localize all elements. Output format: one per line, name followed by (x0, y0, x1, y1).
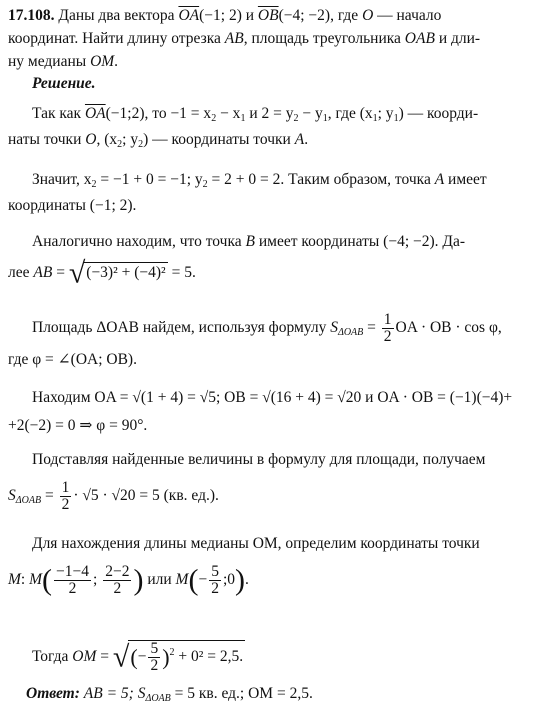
denominator: 2 (61, 496, 70, 513)
problem-text: координат. Найти длину отрезка (8, 30, 221, 47)
text: = −1 + 0 = −1; y (96, 171, 203, 188)
text: , где (x (327, 105, 373, 122)
text: − x (216, 105, 241, 122)
para7-line1: Для нахождения длины медианы OM, определим координаты точки (32, 535, 480, 552)
text: = (52, 264, 69, 281)
text: Аналогично находим, что точка (32, 233, 242, 250)
radical-sign: √ (112, 640, 130, 674)
text: OA · OB · cos φ, (395, 319, 502, 337)
oa-coords: (−1; 2) (199, 7, 242, 24)
text: − y (298, 105, 323, 122)
denominator: 2 (383, 328, 392, 345)
numerator: 2−2 (105, 563, 130, 580)
problem-text: и дли- (438, 30, 481, 47)
answer-label: Ответ: (26, 685, 80, 702)
numerator: 5 (150, 640, 159, 657)
para8-line (32, 640, 245, 674)
var-o: O (362, 7, 374, 24)
var-ab: AB (224, 30, 244, 47)
fraction (54, 564, 91, 597)
numerator: 1 (61, 479, 70, 496)
fraction (382, 312, 394, 345)
numerator: −1−4 (56, 563, 90, 580)
var-a: A (434, 171, 445, 188)
text: = (41, 487, 58, 505)
text: = (96, 648, 113, 666)
para6-line2 (8, 480, 219, 513)
conj: и (245, 7, 255, 24)
text: лее (8, 264, 30, 281)
text: AB = 5; S (83, 685, 146, 702)
para1-line1: Так как $\overline{OA}(-1;2)$, то $-1 = x_2 - x_1$ и $2 = y_2 - y_1$, где ($x_1$; $y_1$) — коорди- (32, 105, 479, 124)
radical-sign: √ (68, 256, 86, 290)
para3-line2 (8, 256, 196, 290)
text: . (304, 131, 309, 148)
text: имеет координаты (−4; −2). Да- (258, 233, 466, 250)
problem-text: , площадь треугольника (243, 30, 401, 47)
para3-line1 (32, 232, 465, 252)
var-s: S (330, 319, 338, 337)
para5-line2: +2(−2) = 0 ⇒ φ = 90°. (8, 417, 148, 434)
vector-oa: $\overline{OA}$ (178, 7, 200, 24)
text: , (x (96, 131, 118, 148)
paren: ) (162, 644, 170, 670)
paren: ( (188, 563, 199, 597)
para1-line2: наты точки O, ($x_2$; $y_2$) — координаты точки A. (8, 131, 309, 150)
problem-number: 17.108. (8, 7, 55, 24)
text: = 5 кв. ед.; OM = 2,5. (170, 685, 313, 702)
problem-text: где (337, 7, 359, 24)
text: (−1;2), то −1 = x (105, 105, 212, 122)
var-oab: OAB (404, 30, 435, 47)
text: = 2 + 0 = 2. Таким образом, точка (207, 171, 431, 188)
denominator: 2 (113, 580, 122, 597)
var-b: B (245, 233, 255, 250)
para7-line2: M: M( $\frac{-1-4}{2}$ ; $\frac{2-2}{2}$ ) или M(− $\frac{5}{2}$ ;0). (8, 563, 249, 597)
text: ) — коорди- (398, 105, 479, 122)
para5-line1: Находим OA = √(1 + 4) = √5; OB = √(16 + 4) = √20 и OA · OB = (−1)(−4)+ (32, 389, 513, 406)
numerator: 5 (211, 563, 219, 580)
s-subscript: ΔOAB (337, 327, 364, 339)
text: Тогда (32, 648, 69, 666)
problem-text: . (114, 53, 119, 70)
para2-line1: Значит, $x_2 = -1 + 0 = -1$; $y_2 = 2 + 0 = 2$. Таким образом, точка A имеет (32, 171, 487, 190)
var-a: A (294, 131, 305, 148)
para2-line2: координаты (−1; 2). (8, 197, 137, 214)
text: наты точки (8, 131, 82, 148)
radicand: (− $\frac{5}{2}$ )$^2$ + 0² = 2,5. (130, 640, 244, 674)
para4-line1 (32, 312, 502, 345)
para4-line2: где φ = ∠(OA; OB). (8, 351, 137, 368)
text: Так как (32, 105, 82, 122)
fraction (60, 480, 72, 513)
fraction (209, 564, 221, 597)
var-m: M (8, 571, 21, 589)
radicand: (−3)² + (−4)² (86, 264, 166, 281)
fraction (103, 564, 131, 597)
paren: ( (130, 644, 138, 670)
ob-coords: (−4; −2), (278, 7, 334, 24)
paren: ( (42, 563, 53, 597)
var-m: M (175, 571, 189, 589)
var-om: OM (72, 648, 97, 666)
text: + 0² = 2,5. (174, 648, 244, 666)
problem-line-1 (8, 6, 441, 26)
var-m: M (29, 571, 43, 589)
answer-line (26, 684, 313, 709)
var-om: OM (90, 53, 115, 70)
problem-text: ну медианы (8, 53, 87, 70)
paren: ) (235, 563, 246, 597)
text: = (363, 319, 380, 337)
text: или (147, 571, 172, 589)
numerator: 1 (383, 311, 392, 328)
denominator: 2 (68, 580, 77, 597)
fraction (148, 641, 160, 674)
solution-heading: Решение. (32, 75, 96, 92)
para6-line1: Подставляя найденные величины в формулу для площади, получаем (32, 451, 486, 468)
problem-text: — начало (377, 7, 442, 24)
var-s: S (8, 487, 16, 505)
text: ; y (122, 131, 139, 148)
var-ab: AB (33, 264, 53, 281)
vector-oa: $\overline{OA}$ (84, 105, 106, 122)
text: Площадь ΔOAB найдем, используя формулу (32, 319, 327, 337)
text: Значит, x (32, 171, 92, 188)
text: = 5. (167, 264, 196, 281)
text: ;0 (222, 571, 236, 589)
problem-line-3 (8, 52, 118, 72)
var-o: O (85, 131, 97, 148)
denominator: 2 (150, 657, 159, 674)
text: ) — координаты точки (143, 131, 291, 148)
problem-line-2 (8, 29, 480, 49)
text: ; y (377, 105, 394, 122)
vector-ob: $\overline{OB}$ (257, 7, 279, 24)
text: · √5 · √20 = 5 (кв. ед.). (73, 487, 219, 505)
denominator: 2 (211, 580, 219, 597)
text: и 2 = y (245, 105, 294, 122)
text: имеет (448, 171, 487, 188)
problem-text: Даны два вектора (58, 7, 175, 24)
s-subscript: ΔOAB (15, 495, 42, 507)
paren: ) (133, 563, 144, 597)
s-subscript: ΔOAB (145, 693, 171, 704)
